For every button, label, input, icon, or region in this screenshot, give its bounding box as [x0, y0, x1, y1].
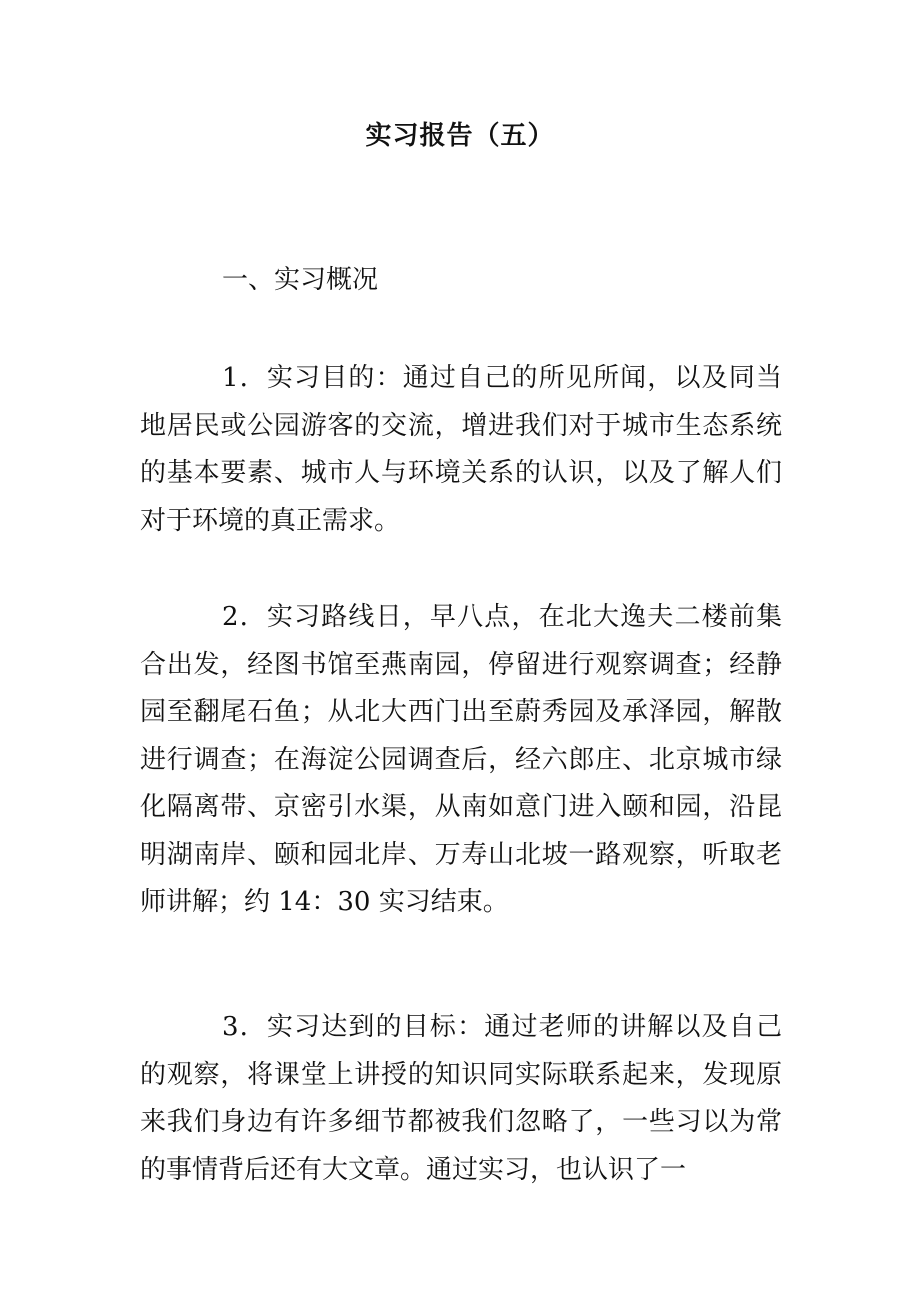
document-title: 实习报告（五） [365, 121, 555, 151]
paragraph-route: 2．实习路线日，早八点，在北大逸夫二楼前集合出发，经图书馆至燕南园，停留进行观察调查；经静园至翻尾石鱼；从北大西门出至蔚秀园及承泽园，解散进行调查；在海淀公园调查后，经六郎庄、北京城市绿化隔离带、京密引水渠，从南如意门进入颐和园，沿昆明湖南岸、颐和园北岸、万寿山北坡一路观察，听取老师讲解；约 14：30 实习结束。 [140, 602, 782, 917]
paragraph-purpose: 1．实习目的：通过自己的所见所闻，以及同当地居民或公园游客的交流，增进我们对于城市生态系统的基本要素、城市人与环境关系的认识，以及了解人们对于环境的真正需求。 [140, 363, 782, 536]
section-heading: 一、实习概况 [222, 265, 379, 295]
paragraph-goals: 3．实习达到的目标：通过老师的讲解以及自己的观察，将课堂上讲授的知识同实际联系起来，发现原来我们身边有许多细节都被我们忽略了，一些习以为常的事情背后还有大文章。通过实习，也认识了一 [140, 1012, 782, 1185]
